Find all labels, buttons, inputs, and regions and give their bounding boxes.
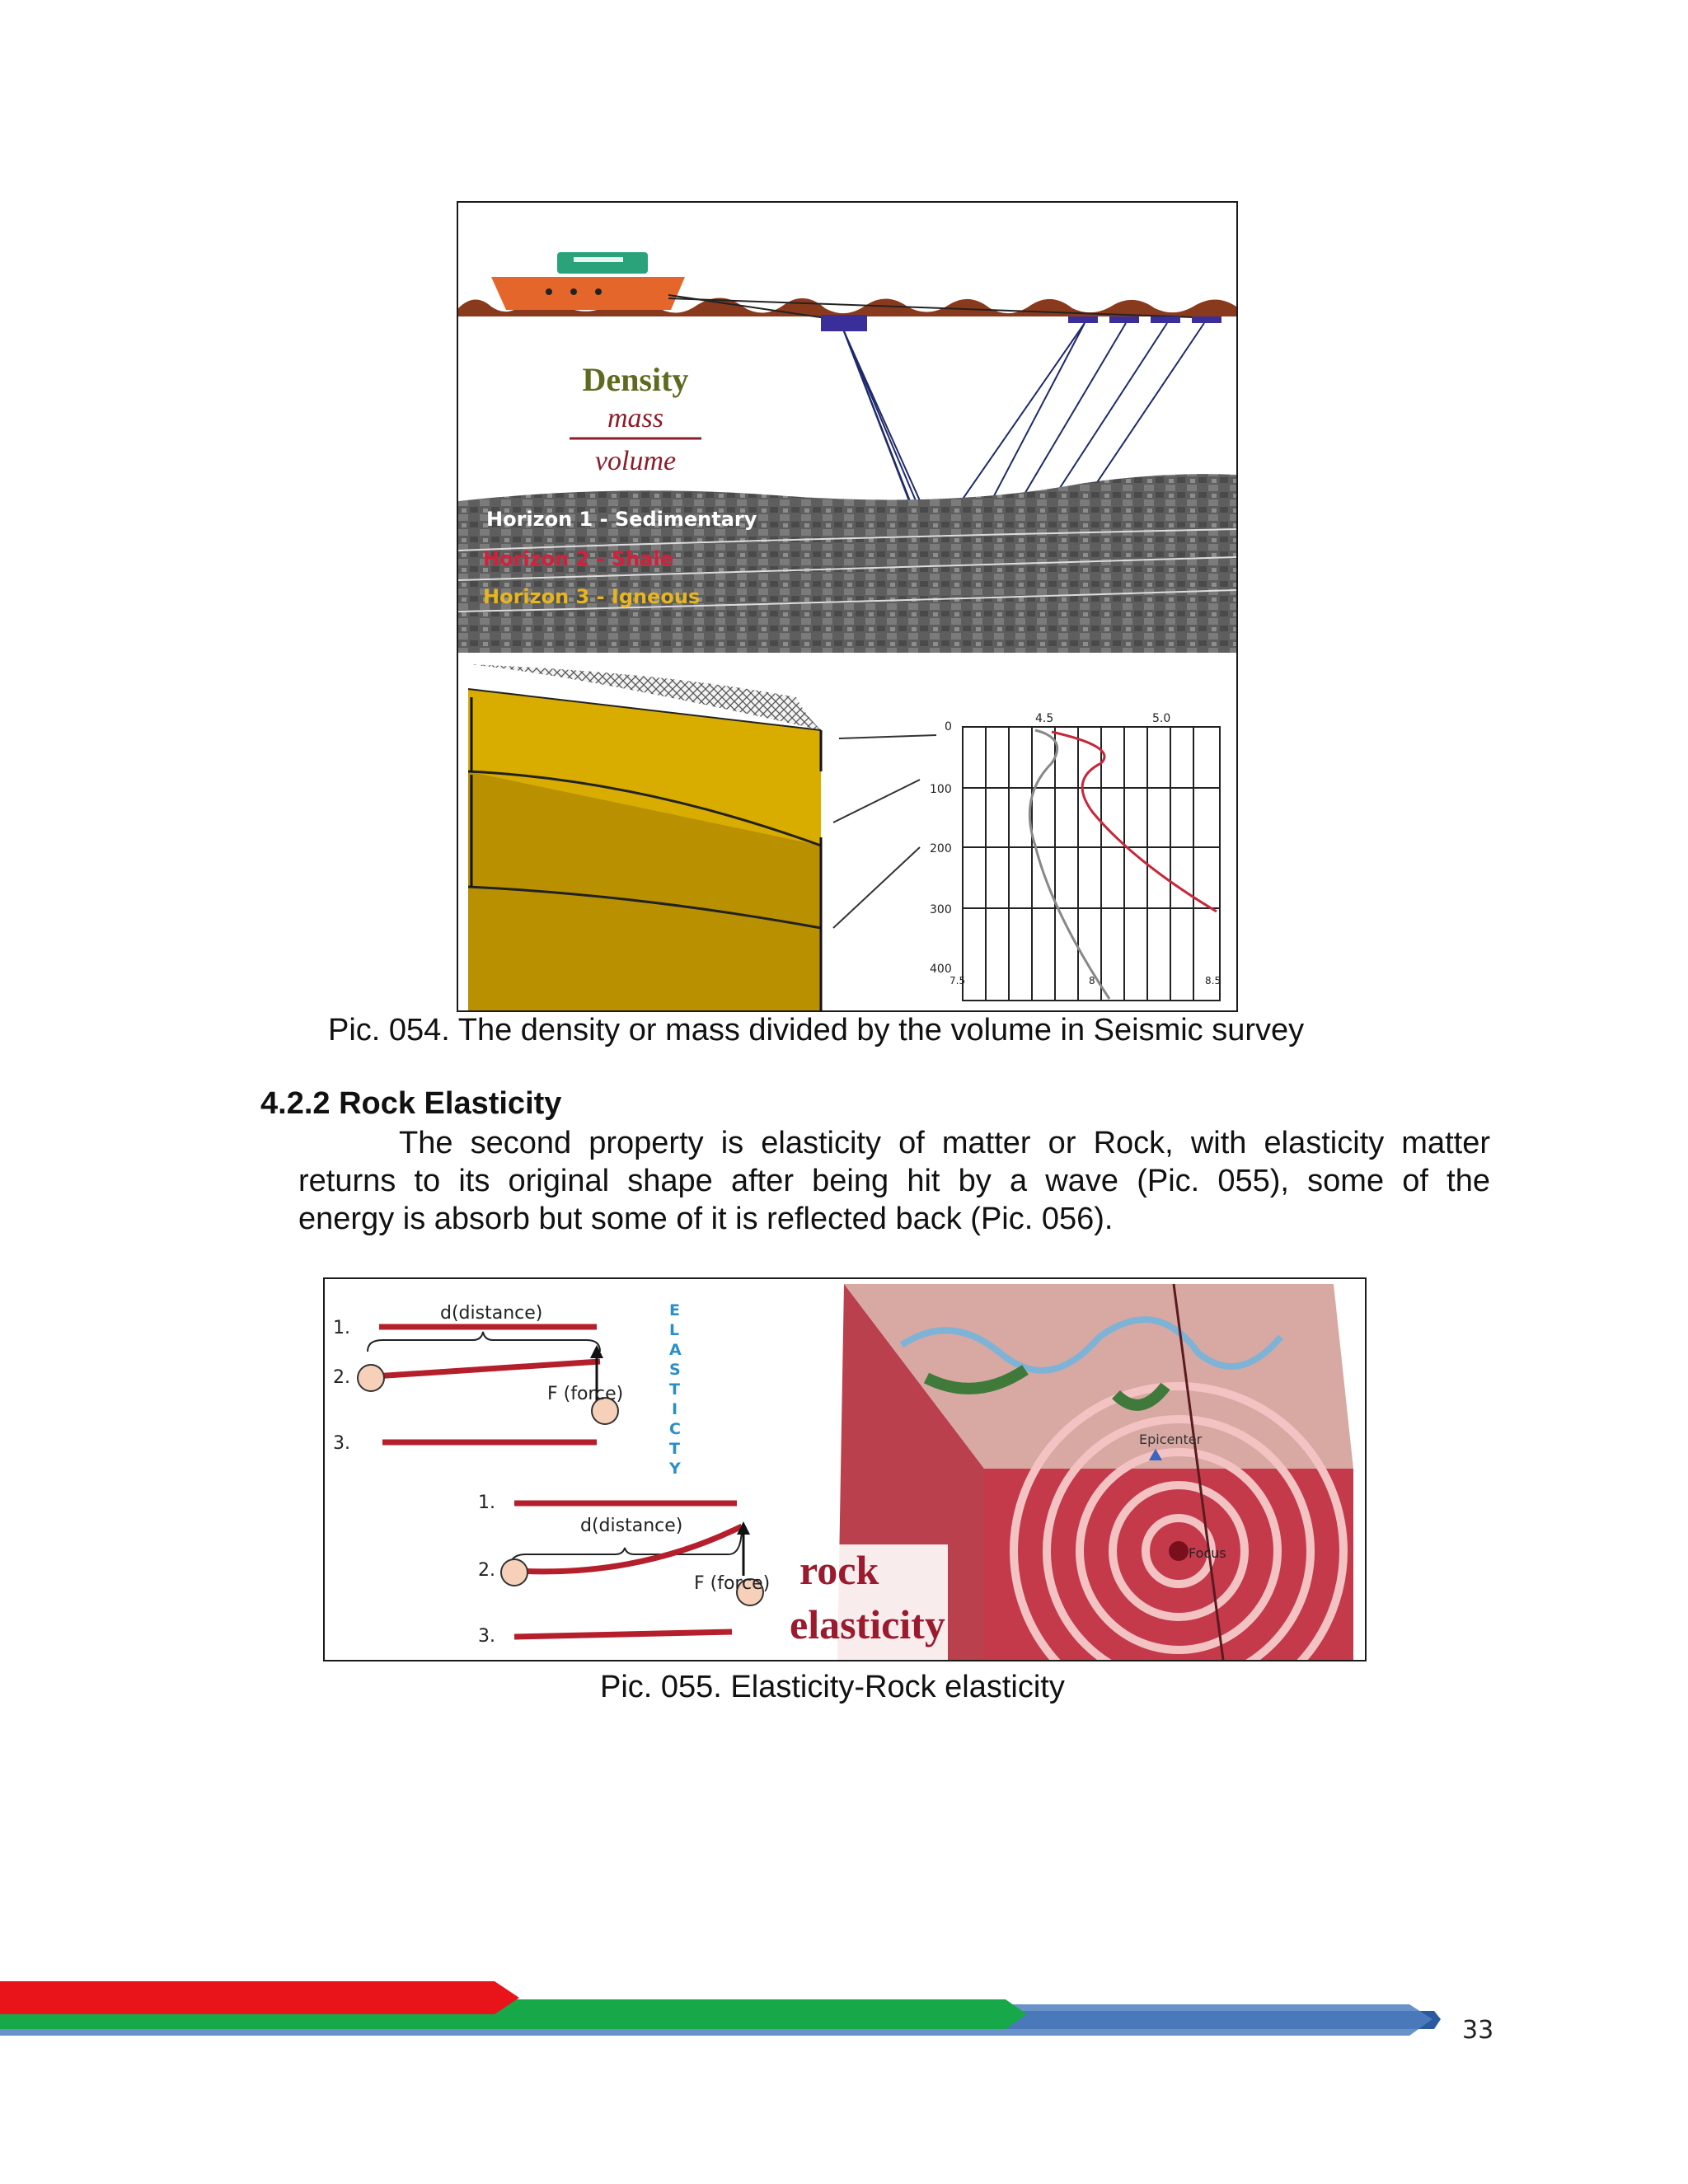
graph-bottom-tick: 7.5	[950, 975, 966, 987]
footer-decoration	[0, 1970, 1688, 2085]
graph-top-tick: 4.5	[1035, 712, 1054, 725]
fist-icon	[358, 1365, 384, 1391]
page-number: 33	[1462, 2016, 1494, 2045]
density-title: Density	[582, 361, 689, 398]
step-number: 3.	[333, 1433, 350, 1454]
fist-icon	[501, 1559, 528, 1586]
figure-2-caption: Pic. 055. Elasticity-Rock elasticity	[600, 1670, 1065, 1704]
step-number: 2.	[333, 1367, 350, 1388]
figure-rock-elasticity	[323, 1277, 1367, 1661]
rock-label: rock	[799, 1547, 879, 1593]
graph-bottom-tick: 8.5	[1205, 975, 1221, 987]
layered-cross-section	[468, 664, 821, 1010]
section-heading: 4.2.2 Rock Elasticity	[260, 1086, 562, 1121]
svg-text:L: L	[669, 1321, 680, 1339]
density-numerator: mass	[607, 403, 664, 434]
footer-arrow-red	[0, 1981, 519, 2014]
force-label: F (force)	[547, 1384, 624, 1404]
paragraph-line-1: The second property is elasticity of matter or Rock, with elasticity matter	[399, 1126, 1490, 1160]
elasticity-vertical-word	[668, 1301, 682, 1478]
graph-top-tick: 5.0	[1152, 712, 1171, 725]
survey-ship-icon	[491, 252, 685, 310]
svg-text:I: I	[672, 1400, 678, 1418]
elasticity-illustration	[325, 1279, 1365, 1660]
distance-label: d(distance)	[440, 1303, 543, 1324]
svg-text:S: S	[669, 1361, 681, 1379]
graph-depth-tick: 100	[930, 783, 952, 796]
elasticity-diagram-top	[333, 1303, 623, 1454]
graph-depth-tick: 400	[930, 963, 952, 976]
step-number: 1.	[478, 1493, 495, 1513]
graph-depth-tick: 300	[930, 903, 952, 916]
step-number: 2.	[478, 1560, 495, 1581]
svg-text:C: C	[669, 1420, 681, 1438]
epicenter-label: Epicenter	[1139, 1432, 1203, 1447]
svg-text:Y: Y	[669, 1460, 681, 1478]
svg-text:A: A	[669, 1341, 682, 1359]
svg-text:E: E	[669, 1301, 680, 1319]
paragraph-line-2: returns to its original shape after being hit by a wave (Pic. 055), some of the	[298, 1164, 1490, 1198]
graph-depth-tick: 0	[945, 720, 952, 733]
seismic-source-icon	[821, 315, 867, 331]
svg-text:T: T	[669, 1440, 680, 1458]
force-label: F (force)	[694, 1573, 771, 1594]
svg-text:T: T	[669, 1380, 680, 1399]
hydrophone-receivers	[1068, 316, 1221, 323]
focus-label: Focus	[1189, 1545, 1226, 1561]
step-number: 3.	[478, 1626, 495, 1647]
density-denominator: volume	[594, 446, 677, 476]
horizon-1-label: Horizon 1 - Sedimentary	[486, 508, 757, 531]
step-number: 1.	[333, 1318, 350, 1338]
density-seismic-illustration	[458, 203, 1236, 1010]
distance-label: d(distance)	[580, 1516, 683, 1536]
graph-depth-tick: 200	[930, 842, 952, 855]
elasticity-diagram-bottom	[478, 1493, 770, 1647]
velocity-depth-graph	[930, 712, 1221, 1001]
section-paragraph	[298, 1124, 1490, 1238]
paragraph-line-3: energy is absorb but some of it is reflected back (Pic. 056).	[298, 1202, 1114, 1236]
graph-bottom-tick: 8	[1089, 975, 1095, 987]
elasticity-label: elasticity	[790, 1601, 945, 1647]
figure-1-caption: Pic. 054. The density or mass divided by the volume in Seismic survey	[328, 1013, 1305, 1047]
horizon-3-label: Horizon 3 - Igneous	[483, 585, 701, 608]
figure-density-seismic	[457, 201, 1238, 1012]
horizon-2-label: Horizon 2 - Shale	[483, 547, 673, 570]
